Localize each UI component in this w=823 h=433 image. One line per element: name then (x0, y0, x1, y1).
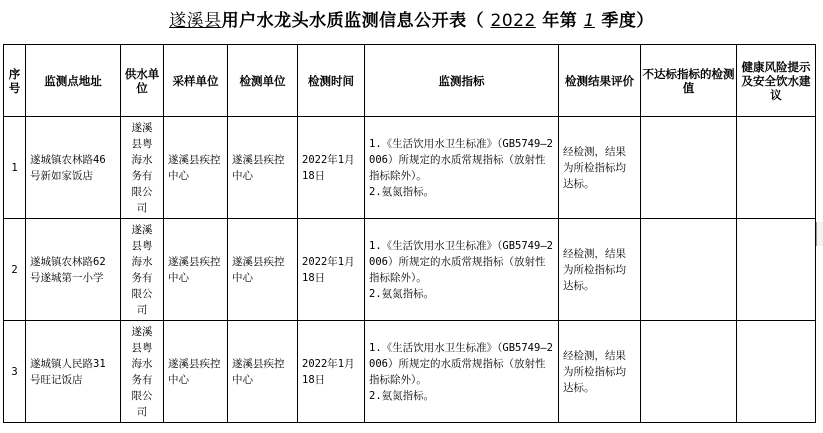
tester-text: 遂溪县疾控中心 (232, 153, 285, 182)
time-text: 2022年1月18日 (302, 255, 355, 284)
cell-tester (228, 117, 298, 219)
table-row (4, 321, 816, 423)
cell-supplier (121, 219, 164, 321)
cell-address (26, 117, 121, 219)
cell-no: 1 (4, 117, 26, 219)
table-row (4, 219, 816, 321)
address-text: 遂城镇农林路62号遂城第一小学 (30, 255, 106, 284)
table-row (4, 117, 816, 219)
header-time: 检测时间 (298, 45, 365, 117)
cell-supplier (121, 117, 164, 219)
indicator-2: 2.氨氮指标。 (369, 389, 435, 402)
indicator-2: 2.氨氮指标。 (369, 287, 435, 300)
cell-no: 2 (4, 219, 26, 321)
cell-failed-value (641, 219, 737, 321)
header-no: 序号 (4, 45, 26, 117)
header-result: 检测结果评价 (559, 45, 641, 117)
header-advice: 健康风险提示及安全饮水建议 (737, 45, 816, 117)
document-title (0, 6, 823, 31)
cell-advice (737, 117, 816, 219)
header-indicators: 监测指标 (365, 45, 559, 117)
cell-sampler (164, 219, 228, 321)
cell-time (298, 219, 365, 321)
cell-time (298, 321, 365, 423)
header-address: 监测点地址 (26, 45, 121, 117)
sampler-text: 遂溪县疾控中心 (168, 357, 221, 386)
header-sampler: 采样单位 (164, 45, 228, 117)
cell-tester (228, 219, 298, 321)
cell-sampler (164, 117, 228, 219)
cell-advice (737, 321, 816, 423)
header-tester: 检测单位 (228, 45, 298, 117)
header-row (4, 45, 816, 117)
result-text: 经检测，结果为所检指标均达标。 (563, 247, 626, 292)
title-year: 2022 (490, 11, 536, 31)
supplier-text: 遂溪县粤海水务有限公司 (131, 121, 153, 214)
cell-sampler (164, 321, 228, 423)
monitoring-table (3, 44, 816, 423)
cell-supplier (121, 321, 164, 423)
title-county: 遂溪县 (169, 11, 222, 31)
time-text: 2022年1月18日 (302, 357, 355, 386)
indicator-1: 1.《生活饮用水卫生标准》（GB5749—2006）所规定的水质常规指标（放射性指标除外）。 (369, 239, 553, 284)
cell-failed-value (641, 117, 737, 219)
title-main: 用户水龙头水质监测信息公开表（ (221, 11, 485, 31)
title-quarter: 1 (583, 11, 595, 31)
cell-address (26, 219, 121, 321)
cell-result (559, 321, 641, 423)
cell-result (559, 117, 641, 219)
address-text: 遂城镇人民路31号旺记饭店 (30, 357, 106, 386)
sampler-text: 遂溪县疾控中心 (168, 255, 221, 284)
result-text: 经检测，结果为所检指标均达标。 (563, 145, 626, 190)
header-failed-value: 不达标指标的检测值 (641, 45, 737, 117)
cell-result (559, 219, 641, 321)
cell-failed-value (641, 321, 737, 423)
cell-tester (228, 321, 298, 423)
cell-no: 3 (4, 321, 26, 423)
cell-indicators (365, 117, 559, 219)
indicator-1: 1.《生活饮用水卫生标准》（GB5749—2006）所规定的水质常规指标（放射性指标除外）。 (369, 137, 553, 182)
supplier-text: 遂溪县粤海水务有限公司 (131, 325, 153, 418)
time-text: 2022年1月18日 (302, 153, 355, 182)
sampler-text: 遂溪县疾控中心 (168, 153, 221, 182)
title-mid: 年第 (542, 11, 578, 31)
supplier-text: 遂溪县粤海水务有限公司 (131, 223, 153, 316)
indicator-2: 2.氨氮指标。 (369, 185, 435, 198)
cell-indicators (365, 321, 559, 423)
result-text: 经检测，结果为所检指标均达标。 (563, 349, 626, 394)
tester-text: 遂溪县疾控中心 (232, 255, 285, 284)
address-text: 遂城镇农林路46号新如家饭店 (30, 153, 106, 182)
indicator-1: 1.《生活饮用水卫生标准》（GB5749—2006）所规定的水质常规指标（放射性指标除外）。 (369, 341, 553, 386)
title-end: 季度） (601, 11, 654, 31)
cell-address (26, 321, 121, 423)
cell-time (298, 117, 365, 219)
cell-indicators (365, 219, 559, 321)
tester-text: 遂溪县疾控中心 (232, 357, 285, 386)
scrollbar-handle[interactable] (816, 222, 823, 246)
cell-advice (737, 219, 816, 321)
header-supplier: 供水单位 (121, 45, 164, 117)
